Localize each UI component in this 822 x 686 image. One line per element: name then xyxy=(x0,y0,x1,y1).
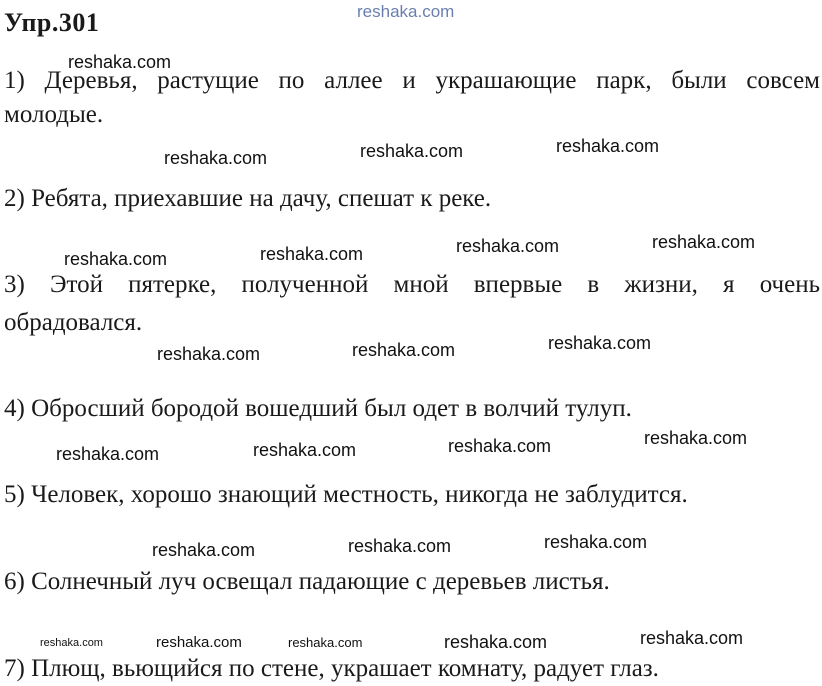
watermark: reshaka.com xyxy=(164,148,268,168)
watermark: reshaka.com xyxy=(644,428,748,448)
sentence-4: 4) Обросший бородой вошедший был одет в волчий тулуп. xyxy=(4,395,632,422)
watermark: reshaka.com xyxy=(640,628,744,648)
watermark: reshaka.com xyxy=(544,532,648,552)
exercise-title: Упр.301 xyxy=(4,8,100,37)
watermark: reshaka.com xyxy=(56,444,160,464)
watermark: reshaka.com xyxy=(357,2,455,21)
watermark: reshaka.com xyxy=(352,340,456,360)
watermark: reshaka.com xyxy=(260,244,364,264)
watermark: reshaka.com xyxy=(157,344,261,364)
watermark: reshaka.com xyxy=(556,136,660,156)
watermark: reshaka.com xyxy=(448,436,552,456)
sentence-2: 2) Ребята, приехавшие на дачу, спешат к реке. xyxy=(4,185,492,212)
sentence-6: 6) Солнечный луч освещал падающие с деревьев листья. xyxy=(4,568,610,595)
sentence-3-line-1: 3) Этой пятерке, полученной мной впервые в жизни, я очень xyxy=(4,271,820,298)
watermark: reshaka.com xyxy=(348,536,452,556)
watermark: reshaka.com xyxy=(456,236,560,256)
watermark: reshaka.com xyxy=(152,540,256,560)
sentence-1-line-2: молодые. xyxy=(4,101,104,128)
watermark: reshaka.com xyxy=(652,232,756,252)
watermark: reshaka.com xyxy=(548,333,652,353)
watermark: reshaka.com xyxy=(40,637,103,649)
watermark: reshaka.com xyxy=(444,632,548,652)
watermark: reshaka.com xyxy=(68,52,172,72)
watermark: reshaka.com xyxy=(288,635,363,650)
watermark: reshaka.com xyxy=(253,440,357,460)
sentence-3-line-2: обрадовался. xyxy=(4,309,143,336)
watermark: reshaka.com xyxy=(360,141,464,161)
watermark: reshaka.com xyxy=(64,249,168,269)
sentence-5: 5) Человек, хорошо знающий местность, никогда не заблудится. xyxy=(4,481,688,508)
watermark: reshaka.com xyxy=(156,634,242,651)
sentence-1-line-1: 1) Деревья, растущие по аллее и украшающие парк, были совсем xyxy=(4,67,820,94)
sentence-7: 7) Плющ, вьющийся по стене, украшает комнату, радует глаз. xyxy=(4,655,659,682)
